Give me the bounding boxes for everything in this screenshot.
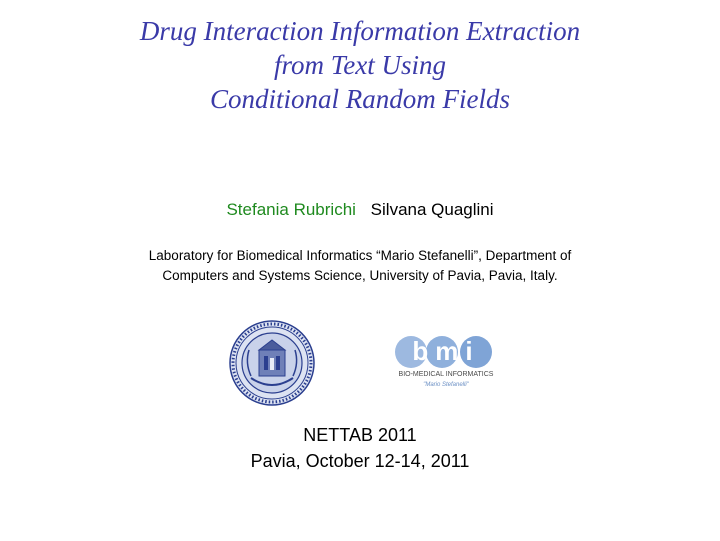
bmi-name: BIO-MEDICAL INFORMATICS bbox=[398, 371, 494, 378]
affiliation-line-2: Computers and Systems Science, University of Pavia, Pavia, Italy. bbox=[162, 268, 558, 283]
author-rubrichi: Stefania Rubrichi bbox=[226, 200, 356, 219]
bmi-letters: bmi bbox=[412, 336, 480, 366]
authors bbox=[0, 200, 720, 220]
affiliation-line-1: Laboratory for Biomedical Informatics “Mario Stefanelli”, Department of bbox=[148, 248, 572, 263]
event-name: NETTAB 2011 bbox=[303, 425, 417, 445]
title-line-1: Drug Interaction Information Extraction bbox=[139, 16, 581, 46]
title-line-3: Conditional Random Fields bbox=[210, 84, 510, 114]
author-quaglini: Silvana Quaglini bbox=[370, 200, 494, 219]
university-seal-icon bbox=[229, 320, 315, 406]
event-info bbox=[0, 422, 720, 474]
event-date-place: Pavia, October 12-14, 2011 bbox=[250, 451, 470, 471]
bmi-subtitle: "Mario Stefanelli" bbox=[423, 382, 469, 388]
affiliation bbox=[0, 246, 720, 286]
bmi-logo bbox=[394, 330, 498, 392]
slide-title bbox=[0, 14, 720, 116]
title-line-2: from Text Using bbox=[273, 50, 447, 80]
